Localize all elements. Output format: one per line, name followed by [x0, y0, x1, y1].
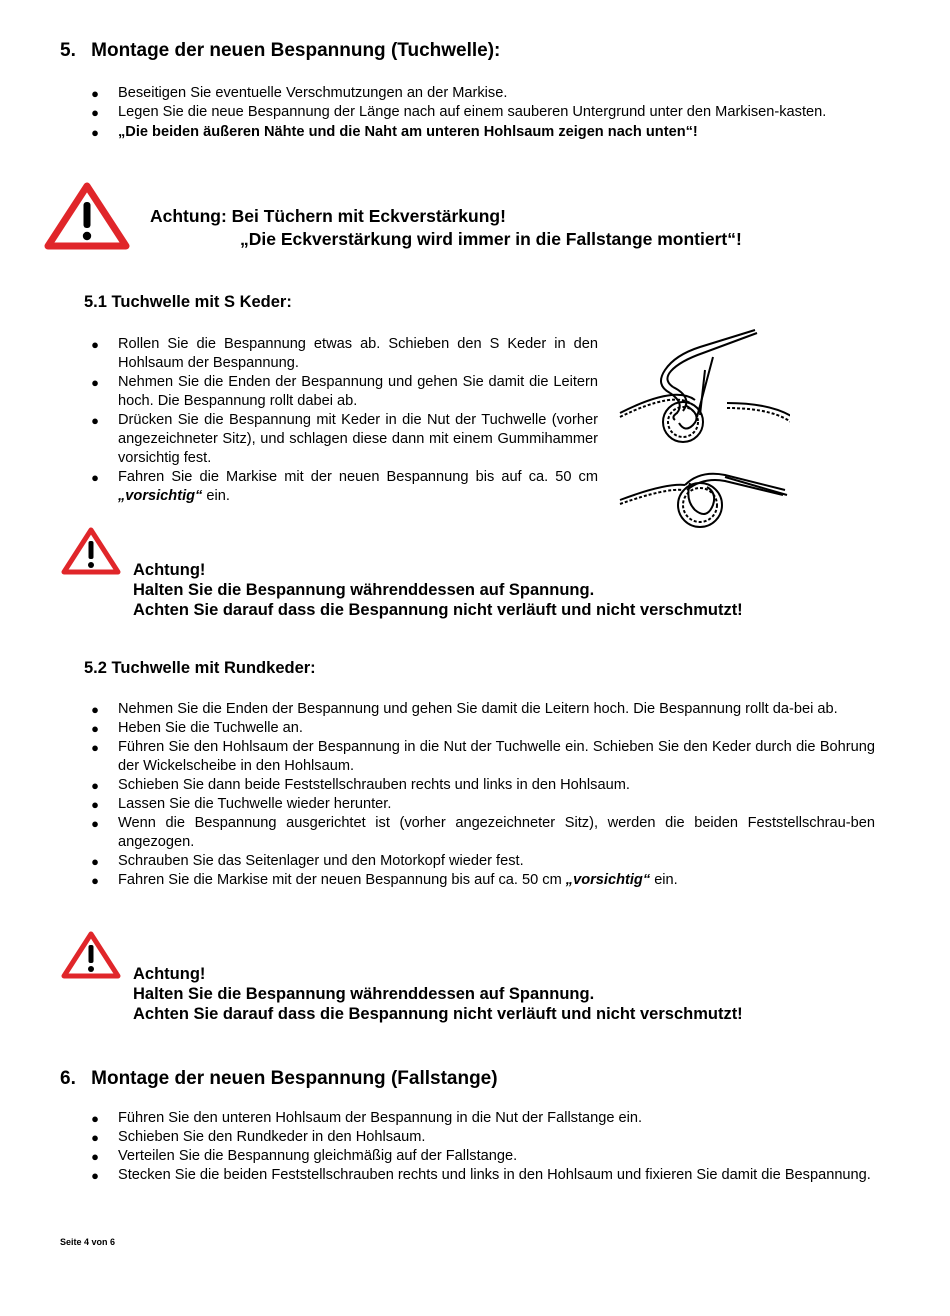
bullet-icon: ●	[91, 1111, 99, 1126]
list-item: ● Verteilen Sie die Bespannung gleichmäßig auf der Fallstange.	[88, 1147, 875, 1166]
section-6-number: 6.	[60, 1068, 76, 1089]
bullet-icon: ●	[91, 105, 99, 120]
bullet-icon: ●	[91, 873, 99, 888]
list-item: ● Schieben Sie dann beide Feststellschrauben rechts und links in den Hohlsaum.	[88, 776, 875, 795]
bullet-icon: ●	[91, 797, 99, 812]
bullet-icon: ●	[91, 86, 99, 101]
section-5-heading	[60, 40, 500, 62]
section-5-number: 5.	[60, 40, 76, 61]
vorsichtig-emphasis: „vorsichtig“	[565, 872, 651, 888]
section-6-heading	[60, 1068, 498, 1090]
s-keder-tuchwelle-diagram	[615, 325, 790, 540]
bullet-icon: ●	[91, 740, 99, 755]
list-item: ● Nehmen Sie die Enden der Bespannung und gehen Sie damit die Leitern hoch. Die Bespannung rollt da-bei ab.	[88, 700, 875, 719]
bullet-icon: ●	[91, 375, 99, 390]
bullet-icon: ●	[91, 470, 99, 485]
warning-line-1: Achtung!	[133, 561, 206, 579]
list-item: ● Schieben Sie den Rundkeder in den Hohlsaum.	[88, 1128, 875, 1147]
list-item: ● Lassen Sie die Tuchwelle wieder herunter.	[88, 795, 875, 814]
warning-triangle-icon	[60, 930, 122, 980]
bullet-icon: ●	[91, 778, 99, 793]
section-5-bullet-list	[88, 84, 858, 142]
bullet-icon: ●	[91, 854, 99, 869]
warning-line-2: Halten Sie die Bespannung währenddessen auf Spannung.	[133, 581, 595, 599]
bullet-icon: ●	[91, 721, 99, 736]
section-5-1-bullet-list	[88, 335, 598, 506]
warning-triangle-icon	[44, 182, 130, 250]
vorsichtig-emphasis: „vorsichtig“	[118, 488, 203, 504]
warning-spannung-5-2	[133, 964, 743, 1024]
warning-line-1: Achtung!	[133, 965, 206, 983]
warning-spannung-5-1	[133, 560, 743, 620]
warning-eckverstaerkung	[150, 205, 742, 251]
warning-line-2: „Die Eckverstärkung wird immer in die Fallstange montiert“!	[240, 229, 742, 249]
list-item: ● Beseitigen Sie eventuelle Verschmutzungen an der Markise.	[88, 84, 858, 103]
list-item: ● Stecken Sie die beiden Feststellschrauben rechts und links in den Hohlsaum und fixieren Sie damit die Bespannung.	[88, 1166, 875, 1185]
list-item: ● Führen Sie den Hohlsaum der Bespannung in die Nut der Tuchwelle ein. Schieben Sie den Keder durch die Bohrung der Wickelscheibe in den Hohlsaum.	[88, 738, 875, 776]
warning-line-2: Halten Sie die Bespannung währenddessen auf Spannung.	[133, 985, 595, 1003]
list-item: ● Legen Sie die neue Bespannung der Länge nach auf einem sauberen Untergrund unter den Markisen-kasten.	[88, 103, 858, 122]
bullet-icon: ●	[91, 125, 99, 140]
bullet-icon: ●	[91, 1149, 99, 1164]
section-5-2-heading: 5.2 Tuchwelle mit Rundkeder:	[84, 659, 316, 677]
section-6-bullet-list	[88, 1109, 875, 1185]
list-item: ● „Die beiden äußeren Nähte und die Naht am unteren Hohlsaum zeigen nach unten“!	[88, 123, 858, 142]
warning-triangle-icon	[60, 526, 122, 576]
list-item: ● Drücken Sie die Bespannung mit Keder in die Nut der Tuchwelle (vorher angezeichneter Sitz), und schlagen diese dann mit einem Gummihammer vorsichtig fest.	[88, 411, 598, 468]
warning-line-3: Achten Sie darauf dass die Bespannung nicht verläuft und nicht verschmutzt!	[133, 601, 743, 619]
warning-line-3: Achten Sie darauf dass die Bespannung nicht verläuft und nicht verschmutzt!	[133, 1005, 743, 1023]
list-item: ● Schrauben Sie das Seitenlager und den Motorkopf wieder fest.	[88, 852, 875, 871]
bullet-icon: ●	[91, 1168, 99, 1183]
list-item: ● Wenn die Bespannung ausgerichtet ist (vorher angezeichneter Sitz), werden die beiden Feststellschrau-ben angezogen.	[88, 814, 875, 852]
list-item: ● Nehmen Sie die Enden der Bespannung und gehen Sie damit die Leitern hoch. Die Bespannung rollt dabei ab.	[88, 373, 598, 411]
section-5-title: Montage der neuen Bespannung (Tuchwelle):	[91, 40, 501, 61]
page-footer: Seite 4 von 6	[60, 1237, 116, 1247]
section-6-title: Montage der neuen Bespannung (Fallstange)	[91, 1068, 498, 1089]
bullet-icon: ●	[91, 413, 99, 428]
warning-line-1: Achtung: Bei Tüchern mit Eckverstärkung!	[150, 206, 506, 226]
section-5-2-bullet-list	[88, 700, 875, 890]
list-item: ● Fahren Sie die Markise mit der neuen Bespannung bis auf ca. 50 cm „vorsichtig“ ein.	[88, 871, 875, 890]
section-5-1-heading: 5.1 Tuchwelle mit S Keder:	[84, 293, 292, 311]
list-item: ● Fahren Sie die Markise mit der neuen Bespannung bis auf ca. 50 cm „vorsichtig“ ein.	[88, 468, 598, 506]
bullet-icon: ●	[91, 816, 99, 831]
bullet-icon: ●	[91, 1130, 99, 1145]
list-item: ● Heben Sie die Tuchwelle an.	[88, 719, 875, 738]
bullet-icon: ●	[91, 702, 99, 717]
list-item: ● Führen Sie den unteren Hohlsaum der Bespannung in die Nut der Fallstange ein.	[88, 1109, 875, 1128]
list-item: ● Rollen Sie die Bespannung etwas ab. Schieben den S Keder in den Hohlsaum der Bespannung.	[88, 335, 598, 373]
bullet-icon: ●	[91, 337, 99, 352]
